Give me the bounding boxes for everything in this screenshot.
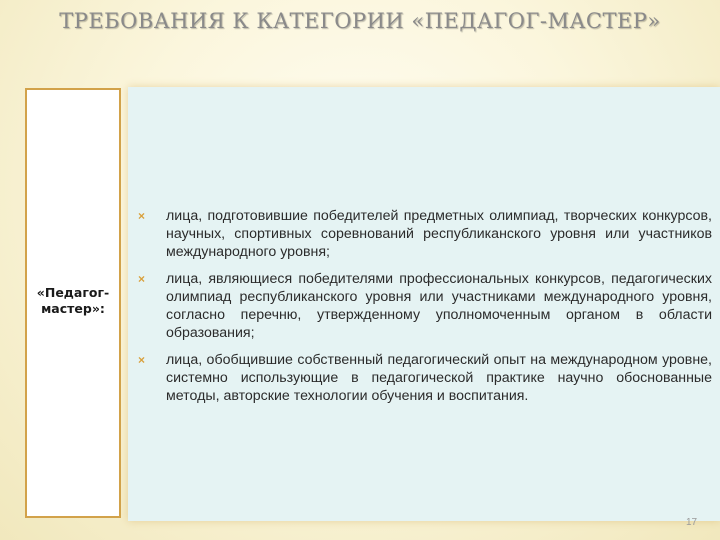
- list-item: [136, 270, 712, 342]
- slide-title: ТРЕБОВАНИЯ К КАТЕГОРИИ «ПЕДАГОГ-МАСТЕР»: [59, 9, 661, 33]
- requirements-panel: [128, 87, 720, 521]
- list-item-text: лица, являющиеся победителями профессиональных конкурсов, педагогических олимпиад республиканского уровня или участниками международного уровня, согласно перечню, утвержденному уполномоченным органом в области образования;: [166, 271, 712, 341]
- list-item-text: лица, обобщившие собственный педагогический опыт на международном уровне, системно использующие в педагогической практике научно обоснованные методы, авторские технологии обучения и воспитания.: [166, 352, 712, 404]
- category-label: «Педагог-мастер»:: [36, 285, 110, 316]
- bullet-cross-icon: ×: [138, 353, 146, 367]
- list-item: [136, 351, 712, 405]
- bullet-cross-icon: ×: [138, 272, 146, 286]
- category-label-box: [25, 88, 121, 518]
- list-item-text: лица, подготовившие победителей предметных олимпиад, творческих конкурсов, научных, спортивных соревнований республиканского уровня или участников международного уровня;: [166, 208, 712, 260]
- bullet-cross-icon: ×: [138, 209, 146, 223]
- list-item: [136, 207, 712, 261]
- requirements-list: [136, 207, 712, 414]
- page-number: 17: [686, 517, 698, 528]
